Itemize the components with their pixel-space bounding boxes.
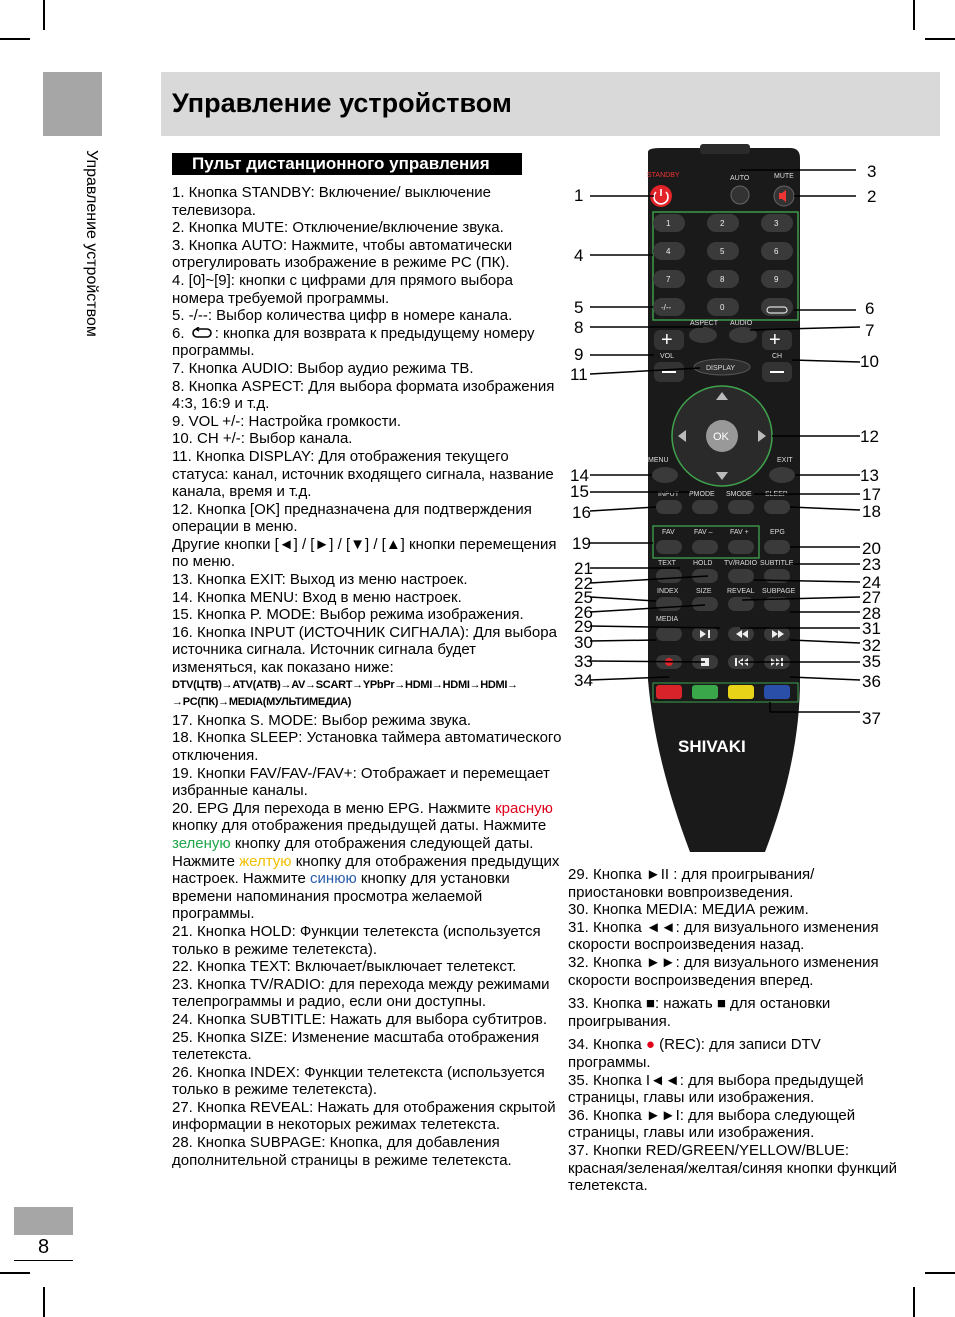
list-item: 32. Кнопка ►►: для визуального изменения скорости воспроизведения вперед. xyxy=(568,953,879,989)
right-column xyxy=(568,866,898,1195)
callout-number: 33 xyxy=(574,652,593,671)
digit-count-label: -/-- xyxy=(661,303,672,312)
list-item: 13. Кнопка EXIT: Выход из меню настроек. xyxy=(172,571,468,589)
label-tv-radio: TV/RADIO xyxy=(724,560,758,567)
callout-number: 6 xyxy=(865,299,875,318)
label-standby: STANDBY xyxy=(647,172,680,179)
callout-line xyxy=(792,360,860,362)
callout-number: 31 xyxy=(862,619,881,638)
label-sleep: SLEEP xyxy=(765,491,788,498)
callout-line xyxy=(590,507,656,511)
callout-number: 32 xyxy=(862,636,881,655)
return-icon xyxy=(191,327,213,339)
list-item: 5. -/--: Выбор количества цифр в номере канала. xyxy=(172,307,513,325)
list-item: 31. Кнопка ◄◄: для визуального изменения скорости воспроизведения назад. xyxy=(568,918,879,954)
callout-line xyxy=(790,507,860,510)
page-number-tab xyxy=(14,1207,73,1235)
callout-number: 20 xyxy=(862,539,881,558)
item-text: 34. Кнопка xyxy=(568,1036,646,1054)
callout-line xyxy=(590,640,656,641)
callout-number: 1 xyxy=(574,186,584,205)
label-menu: MENU xyxy=(648,457,669,464)
callout-line xyxy=(590,661,705,662)
label-subpage: SUBPAGE xyxy=(762,588,796,595)
digit-label: 4 xyxy=(666,247,671,256)
digit-label: 1 xyxy=(666,219,671,228)
list-item: Другие кнопки [◄] / [►] / [▼] / [▲] кнопки перемещения по меню. xyxy=(172,535,557,571)
source-sequence: →PC(ПК)→MEDIA(МУЛЬТИМЕДИА) xyxy=(172,696,352,709)
tv-radio-button xyxy=(728,569,754,583)
callout-number: 34 xyxy=(574,671,593,690)
callout-number: 23 xyxy=(862,555,881,574)
digit-label: 6 xyxy=(774,247,779,256)
callout-number: 10 xyxy=(860,352,879,371)
auto-button xyxy=(731,186,749,204)
page-title: Управление устройством xyxy=(172,88,512,118)
list-item: 11. Кнопка DISPLAY: Для отображения текущего статуса: канал, источник входящего сигнала, название канала, время и т.д. xyxy=(172,447,554,501)
brand-logo: SHIVAKI xyxy=(678,737,746,756)
label-fav-minus: FAV – xyxy=(694,529,713,536)
callout-number: 12 xyxy=(860,427,879,446)
yellow-button xyxy=(728,685,754,699)
epg-text: кнопку для отображения следующей даты. Нажмите xyxy=(172,834,534,870)
list-item xyxy=(172,800,562,923)
label-pmode: PMODE xyxy=(689,491,715,498)
callout-number: 35 xyxy=(862,652,881,671)
callout-number: 24 xyxy=(862,573,881,592)
menu-button xyxy=(652,467,678,483)
record-dot-icon: ● xyxy=(645,1036,655,1054)
callout-number: 13 xyxy=(860,466,879,485)
plus-icon: + xyxy=(769,329,781,351)
list-item: 3. Кнопка AUTO: Нажмите, чтобы автоматически отрегулировать изображение в режиме PC (ПК). xyxy=(172,236,513,272)
list-item: 28. Кнопка SUBPAGE: Кнопка, для добавления дополнительной страницы в режиме телетекста. xyxy=(172,1134,512,1169)
crop-mark xyxy=(43,0,45,30)
label-smode: SMODE xyxy=(726,491,752,498)
list-item: 21. Кнопка HOLD: Функции телетекста (используется только в режиме телетекста). xyxy=(172,922,541,958)
digit-label: 2 xyxy=(720,219,725,228)
callout-number: 11 xyxy=(570,365,588,384)
callout-number: 16 xyxy=(572,503,591,522)
side-title: Управление устройством xyxy=(83,150,100,337)
digit-label: 3 xyxy=(774,219,779,228)
callout-number: 30 xyxy=(574,633,593,652)
red-button xyxy=(656,685,682,699)
digit-label: 9 xyxy=(774,275,779,284)
list-item: 17. Кнопка S. MODE: Выбор режима звука. xyxy=(172,711,471,729)
ir-window xyxy=(700,144,750,154)
left-column xyxy=(172,184,562,1169)
label-ch: CH xyxy=(772,353,783,360)
callout-number: 36 xyxy=(862,672,881,691)
label-input: INPUT xyxy=(658,491,679,498)
item-text: : кнопка для возврата к предыдущему номеру программы. xyxy=(172,324,535,360)
smode-button xyxy=(728,500,754,514)
list-item: 2. Кнопка MUTE: Отключение/включение звука. xyxy=(172,219,504,237)
callout-number: 27 xyxy=(862,588,881,607)
list-item: 19. Кнопки FAV/FAV-/FAV+: Отображает и перемещает избранные каналы. xyxy=(172,764,550,800)
callout-number: 5 xyxy=(574,298,584,317)
pmode-button xyxy=(692,500,718,514)
callout-number: 22 xyxy=(574,574,593,593)
crop-mark xyxy=(913,0,915,30)
list-item: 15. Кнопка P. MODE: Выбор режима изображения. xyxy=(172,606,524,624)
minus-icon xyxy=(662,371,676,373)
fav-button xyxy=(656,540,682,554)
label-exit: EXIT xyxy=(777,457,793,464)
list-item: 30. Кнопка MEDIA: МЕДИА режим. xyxy=(568,901,809,919)
label-media: MEDIA xyxy=(656,616,679,623)
list-item: 10. CH +/-: Выбор канала. xyxy=(172,430,353,448)
list-item: 35. Кнопка I◄◄: для выбора предыдущей страницы, главы или изображения. xyxy=(568,1071,864,1107)
callout-line xyxy=(590,597,656,601)
label-mute: MUTE xyxy=(774,173,794,180)
callout-number: 19 xyxy=(572,534,591,553)
callout-number: 21 xyxy=(574,559,593,578)
index-button xyxy=(656,597,682,611)
list-item: 27. Кнопка REVEAL: Нажать для отображения скрытой информации в некоторых режимах телетекста. xyxy=(172,1098,556,1134)
epg-button xyxy=(764,540,790,554)
label-display: DISPLAY xyxy=(706,365,736,372)
minus-icon xyxy=(770,371,784,373)
list-item: 18. Кнопка SLEEP: Установка таймера автоматического отключения. xyxy=(172,729,562,764)
input-button xyxy=(656,500,682,514)
callout-number: 9 xyxy=(574,345,584,364)
page-number: 8 xyxy=(37,1236,50,1258)
epg-text: кнопку для отображения предыдущих настроек. Нажмите xyxy=(172,852,560,888)
callout-number: 26 xyxy=(574,603,593,622)
label-fav: FAV xyxy=(662,529,675,536)
list-item xyxy=(172,325,562,360)
crop-mark xyxy=(925,1272,955,1274)
media-button xyxy=(656,627,682,641)
list-item: 4. [0]~[9]: кнопки с цифрами для прямого выбора номера требуемой программы. xyxy=(172,271,513,307)
callout-number: 7 xyxy=(865,321,875,340)
list-item: 9. VOL +/-: Настройка громкости. xyxy=(172,412,402,430)
page-number-underline xyxy=(14,1260,73,1261)
list-item: 24. Кнопка SUBTITLE: Нажать для выбора субтитров. xyxy=(172,1010,548,1028)
crop-mark xyxy=(0,1272,30,1274)
callout-line xyxy=(790,640,860,643)
digit-label: 0 xyxy=(720,303,725,312)
list-item: 29. Кнопка ►II : для проигрывания/ приостановки вовпроизведения. xyxy=(568,866,815,901)
list-item: 16. Кнопка INPUT (ИСТОЧНИК СИГНАЛА): Для выбора источника сигнала. Источник сигнала будет изменяться, как показано ниже: xyxy=(172,623,557,677)
list-item: 26. Кнопка INDEX: Функции телетекста (используется только в режиме телетекста). xyxy=(172,1063,545,1099)
item-text: (REC): для записи DTV программы. xyxy=(568,1036,821,1071)
digit-label: 7 xyxy=(666,275,671,284)
list-item: 1. Кнопка STANDBY: Включение/ выключение телевизора. xyxy=(172,184,492,219)
epg-green-word: зеленую xyxy=(172,834,231,852)
text-button xyxy=(656,569,682,583)
list-item xyxy=(568,1036,898,1071)
callout-number: 25 xyxy=(574,588,593,607)
remote-control-illustration xyxy=(560,140,900,855)
epg-red-word: красную xyxy=(495,799,553,817)
callout-line xyxy=(790,677,860,680)
list-item: 37. Кнопки RED/GREEN/YELLOW/BLUE: красная/зеленая/желтая/синяя кнопки функций телетекста. xyxy=(568,1141,898,1195)
size-button xyxy=(692,597,718,611)
callout-number: 15 xyxy=(570,482,589,501)
callout-number: 8 xyxy=(574,318,584,337)
digit-label: 5 xyxy=(720,247,725,256)
callout-number: 3 xyxy=(867,162,877,181)
list-item: 33. Кнопка ■: нажать ■ для остановки проигрывания. xyxy=(568,995,831,1030)
label-size: SIZE xyxy=(696,588,712,595)
list-item: 7. Кнопка AUDIO: Выбор аудио режима ТВ. xyxy=(172,359,474,377)
green-button xyxy=(692,685,718,699)
label-text: TEXT xyxy=(658,560,676,567)
list-item: 22. Кнопка TEXT: Включает/выключает телетекст. xyxy=(172,958,517,976)
label-fav-plus: FAV + xyxy=(730,529,749,536)
list-item: 23. Кнопка TV/RADIO: для перехода между режимами телепрограммы и радио, если они доступны. xyxy=(172,975,550,1011)
aspect-button xyxy=(689,327,717,343)
list-item: 25. Кнопка SIZE: Изменение масштаба отображения телетекста. xyxy=(172,1028,540,1064)
epg-text: кнопку для установки времени напоминания просмотра желаемой программы. xyxy=(172,870,510,923)
label-subtitle: SUBTITLE xyxy=(760,560,794,567)
label-hold: HOLD xyxy=(693,560,713,567)
crop-mark xyxy=(913,1287,915,1317)
list-item: 36. Кнопка ►►I: для выбора следующей страницы, главы или изображения. xyxy=(568,1106,856,1142)
item-number: 6. xyxy=(172,324,185,342)
label-index: INDEX xyxy=(657,588,679,595)
crop-mark xyxy=(0,38,30,40)
callout-number: 17 xyxy=(862,485,881,504)
callout-number: 14 xyxy=(570,466,589,485)
list-item: 12. Кнопка [OK] предназначена для подтверждения операции в меню. xyxy=(172,500,532,536)
exit-button xyxy=(769,467,795,483)
callout-number: 28 xyxy=(862,604,881,623)
callout-number: 29 xyxy=(574,617,593,636)
side-tab xyxy=(43,72,102,136)
callout-number: 18 xyxy=(862,502,881,521)
sleep-button xyxy=(764,500,790,514)
ok-label: OK xyxy=(713,431,729,443)
list-item: 14. Кнопка MENU: Вход в меню настроек. xyxy=(172,588,462,606)
label-epg: EPG xyxy=(770,529,785,536)
source-sequence: DTV(ЦТВ)→ATV(АТВ)→AV→SCART→YPbPr→HDMI→HDMI→HDMI→ xyxy=(172,678,518,691)
epg-blue-word: синюю xyxy=(310,870,357,888)
label-vol: VOL xyxy=(660,353,675,360)
digit-label: 8 xyxy=(720,275,725,284)
epg-text: кнопку для отображения предыдущей даты. Нажмите xyxy=(172,817,547,835)
fav-plus-button xyxy=(728,540,754,554)
label-aspect: ASPECT xyxy=(690,320,719,327)
epg-text: 20. EPG Для перехода в меню EPG. Нажмите xyxy=(172,799,496,817)
label-auto: AUTO xyxy=(730,175,750,182)
callout-number: 4 xyxy=(574,246,584,265)
list-item: 8. Кнопка ASPECT: Для выбора формата изображения 4:3, 16:9 и т.д. xyxy=(172,377,555,413)
plus-icon: + xyxy=(661,329,673,351)
label-audio: AUDIO xyxy=(730,320,753,327)
callout-number: 2 xyxy=(867,187,877,206)
callout-number: 37 xyxy=(862,709,881,728)
crop-mark xyxy=(925,38,955,40)
fav-minus-button xyxy=(692,540,718,554)
section-title: Пульт дистанционного управления xyxy=(172,153,522,175)
crop-mark xyxy=(43,1287,45,1317)
epg-yellow-word: желтую xyxy=(239,852,292,870)
blue-button xyxy=(764,685,790,699)
label-reveal: REVEAL xyxy=(727,588,755,595)
